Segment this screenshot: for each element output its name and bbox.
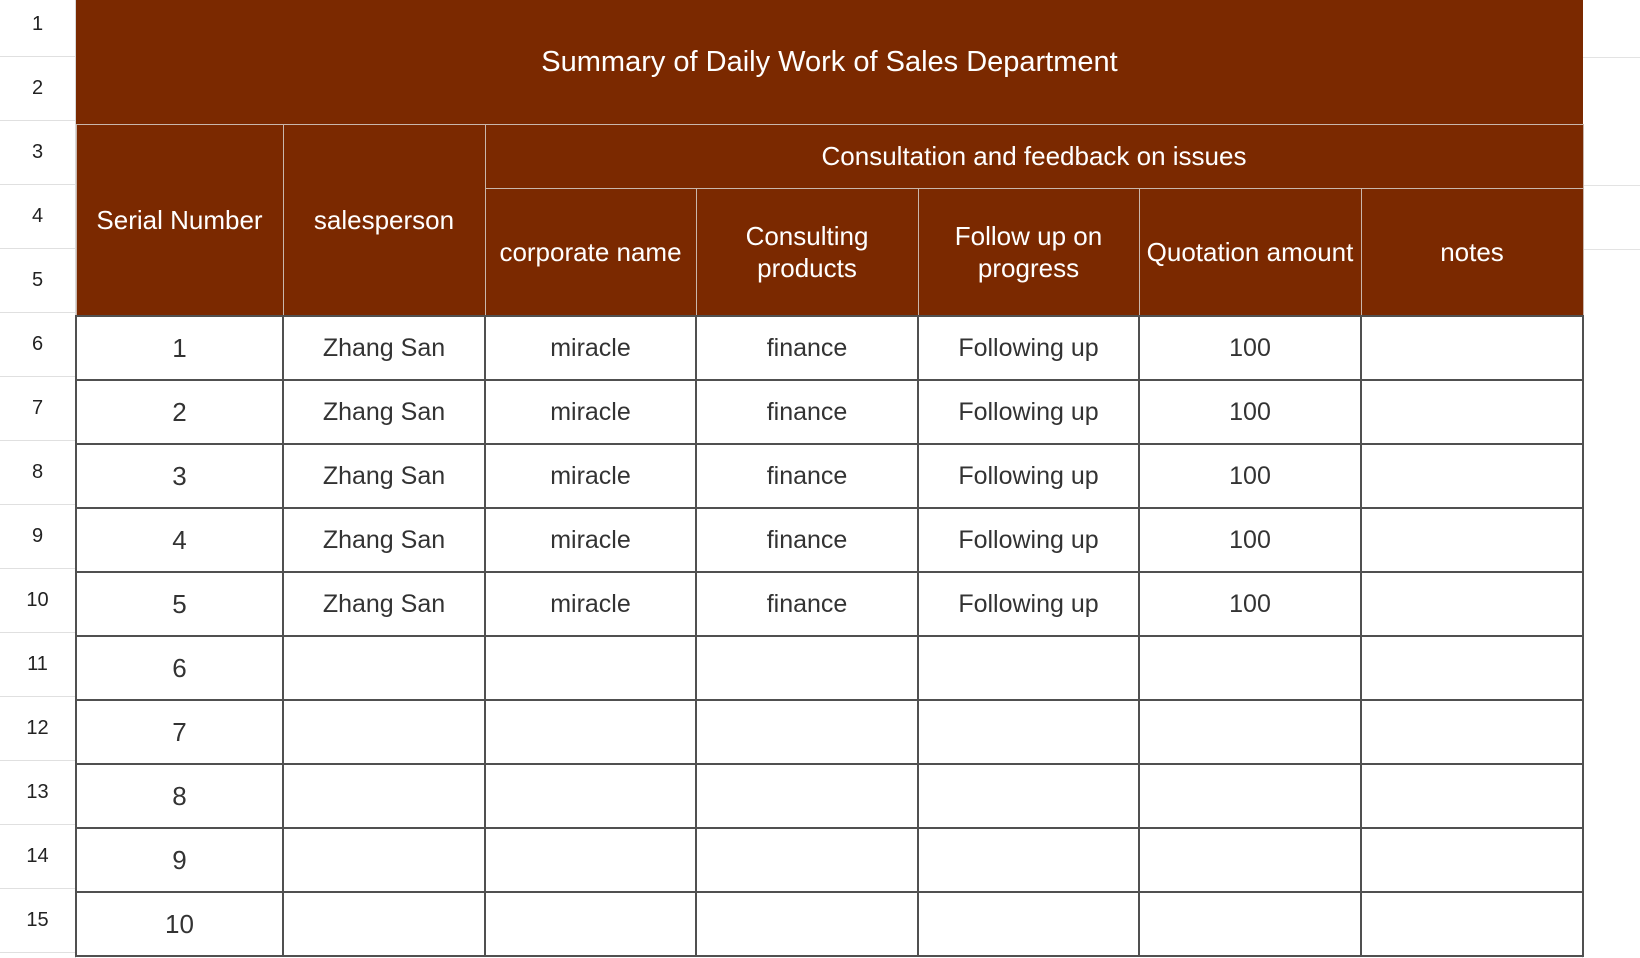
cell-notes[interactable] bbox=[1361, 828, 1583, 892]
cell-quotation-amount[interactable]: 100 bbox=[1139, 380, 1361, 444]
cell-serial[interactable]: 2 bbox=[76, 380, 283, 444]
row-header[interactable]: 15 bbox=[0, 889, 75, 953]
cell-corporate-name[interactable]: miracle bbox=[485, 316, 696, 380]
cell-corporate-name[interactable] bbox=[485, 892, 696, 956]
cell-notes[interactable] bbox=[1361, 764, 1583, 828]
cell-follow-up[interactable] bbox=[918, 636, 1139, 700]
header-salesperson[interactable]: salesperson bbox=[283, 124, 485, 316]
row-header-column bbox=[0, 0, 76, 958]
cell-follow-up[interactable]: Following up bbox=[918, 508, 1139, 572]
cell-follow-up[interactable]: Following up bbox=[918, 444, 1139, 508]
table-row bbox=[76, 700, 1583, 764]
cell-salesperson[interactable] bbox=[283, 892, 485, 956]
cell-consulting-product[interactable] bbox=[696, 700, 918, 764]
table-row bbox=[76, 764, 1583, 828]
cell-quotation-amount[interactable] bbox=[1139, 764, 1361, 828]
cell-corporate-name[interactable]: miracle bbox=[485, 380, 696, 444]
cell-corporate-name[interactable] bbox=[485, 764, 696, 828]
cell-quotation-amount[interactable] bbox=[1139, 636, 1361, 700]
cell-consulting-product[interactable] bbox=[696, 892, 918, 956]
cell-follow-up[interactable]: Following up bbox=[918, 316, 1139, 380]
cell-consulting-product[interactable]: finance bbox=[696, 444, 918, 508]
cell-serial[interactable]: 3 bbox=[76, 444, 283, 508]
cell-follow-up[interactable] bbox=[918, 892, 1139, 956]
cell-consulting-product[interactable]: finance bbox=[696, 380, 918, 444]
cell-serial[interactable]: 5 bbox=[76, 572, 283, 636]
cell-corporate-name[interactable] bbox=[485, 636, 696, 700]
sheet-title[interactable]: Summary of Daily Work of Sales Department bbox=[76, 0, 1583, 124]
cell-notes[interactable] bbox=[1361, 572, 1583, 636]
row-header[interactable]: 11 bbox=[0, 633, 75, 697]
cell-quotation-amount[interactable]: 100 bbox=[1139, 444, 1361, 508]
header-quotation-amount[interactable]: Quotation amount bbox=[1139, 188, 1361, 316]
row-header[interactable]: 14 bbox=[0, 825, 75, 889]
cell-notes[interactable] bbox=[1361, 636, 1583, 700]
cell-consulting-product[interactable]: finance bbox=[696, 572, 918, 636]
cell-consulting-product[interactable]: finance bbox=[696, 316, 918, 380]
cell-salesperson[interactable] bbox=[283, 636, 485, 700]
row-header[interactable]: 2 bbox=[0, 57, 75, 121]
table-row bbox=[76, 508, 1583, 572]
header-serial-number[interactable]: Serial Number bbox=[76, 124, 283, 316]
cell-quotation-amount[interactable] bbox=[1139, 828, 1361, 892]
table-row bbox=[76, 636, 1583, 700]
cell-consulting-product[interactable] bbox=[696, 636, 918, 700]
cell-serial[interactable]: 10 bbox=[76, 892, 283, 956]
header-follow-up-progress[interactable]: Follow up on progress bbox=[918, 188, 1139, 316]
table-row bbox=[76, 572, 1583, 636]
cell-corporate-name[interactable]: miracle bbox=[485, 444, 696, 508]
row-header[interactable]: 6 bbox=[0, 313, 75, 377]
cell-notes[interactable] bbox=[1361, 444, 1583, 508]
cell-consulting-product[interactable] bbox=[696, 828, 918, 892]
cell-notes[interactable] bbox=[1361, 508, 1583, 572]
row-header[interactable]: 4 bbox=[0, 185, 75, 249]
row-header[interactable]: 5 bbox=[0, 249, 75, 313]
cell-corporate-name[interactable] bbox=[485, 828, 696, 892]
row-header[interactable]: 3 bbox=[0, 121, 75, 185]
cell-quotation-amount[interactable]: 100 bbox=[1139, 316, 1361, 380]
row-header[interactable]: 10 bbox=[0, 569, 75, 633]
header-consulting-products[interactable]: Consulting products bbox=[696, 188, 918, 316]
table-row bbox=[76, 828, 1583, 892]
cell-quotation-amount[interactable] bbox=[1139, 700, 1361, 764]
table-row bbox=[76, 316, 1583, 380]
cell-notes[interactable] bbox=[1361, 892, 1583, 956]
row-header[interactable]: 9 bbox=[0, 505, 75, 569]
cell-serial[interactable]: 7 bbox=[76, 700, 283, 764]
cell-salesperson[interactable]: Zhang San bbox=[283, 316, 485, 380]
cell-serial[interactable]: 4 bbox=[76, 508, 283, 572]
table-row bbox=[76, 892, 1583, 956]
cell-follow-up[interactable] bbox=[918, 700, 1139, 764]
cell-salesperson[interactable] bbox=[283, 828, 485, 892]
cell-consulting-product[interactable] bbox=[696, 764, 918, 828]
cell-salesperson[interactable]: Zhang San bbox=[283, 572, 485, 636]
cell-corporate-name[interactable]: miracle bbox=[485, 572, 696, 636]
cell-serial[interactable]: 8 bbox=[76, 764, 283, 828]
cell-follow-up[interactable] bbox=[918, 828, 1139, 892]
cell-quotation-amount[interactable] bbox=[1139, 892, 1361, 956]
cell-follow-up[interactable] bbox=[918, 764, 1139, 828]
cell-serial[interactable]: 9 bbox=[76, 828, 283, 892]
cell-notes[interactable] bbox=[1361, 316, 1583, 380]
sales-summary-table bbox=[75, 0, 1584, 957]
header-corporate-name[interactable]: corporate name bbox=[485, 188, 696, 316]
table-row bbox=[76, 444, 1583, 508]
header-consultation-group[interactable]: Consultation and feedback on issues bbox=[485, 124, 1583, 188]
cell-salesperson[interactable] bbox=[283, 764, 485, 828]
cell-quotation-amount[interactable]: 100 bbox=[1139, 572, 1361, 636]
cell-follow-up[interactable]: Following up bbox=[918, 380, 1139, 444]
cell-quotation-amount[interactable]: 100 bbox=[1139, 508, 1361, 572]
cell-salesperson[interactable]: Zhang San bbox=[283, 380, 485, 444]
row-header[interactable]: 1 bbox=[0, 0, 75, 57]
row-header[interactable]: 8 bbox=[0, 441, 75, 505]
cell-corporate-name[interactable]: miracle bbox=[485, 508, 696, 572]
cell-salesperson[interactable]: Zhang San bbox=[283, 444, 485, 508]
cell-salesperson[interactable] bbox=[283, 700, 485, 764]
cell-notes[interactable] bbox=[1361, 380, 1583, 444]
row-header[interactable]: 12 bbox=[0, 697, 75, 761]
cell-serial[interactable]: 1 bbox=[76, 316, 283, 380]
cell-notes[interactable] bbox=[1361, 700, 1583, 764]
header-notes[interactable]: notes bbox=[1361, 188, 1583, 316]
cell-serial[interactable]: 6 bbox=[76, 636, 283, 700]
table-row bbox=[76, 380, 1583, 444]
row-header[interactable]: 7 bbox=[0, 377, 75, 441]
cell-salesperson[interactable]: Zhang San bbox=[283, 508, 485, 572]
cell-corporate-name[interactable] bbox=[485, 700, 696, 764]
cell-consulting-product[interactable]: finance bbox=[696, 508, 918, 572]
cell-follow-up[interactable]: Following up bbox=[918, 572, 1139, 636]
row-header[interactable]: 13 bbox=[0, 761, 75, 825]
